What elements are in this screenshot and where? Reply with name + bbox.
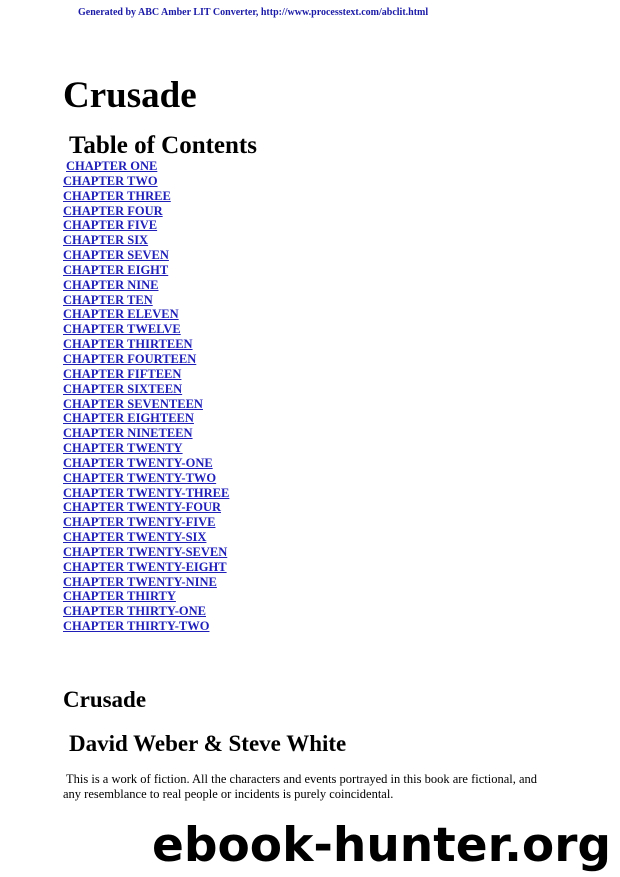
chapter-link[interactable]: CHAPTER ELEVEN [63, 307, 179, 322]
chapter-link[interactable]: CHAPTER TWO [63, 173, 158, 188]
toc-item [63, 575, 229, 590]
table-of-contents [63, 159, 229, 634]
book-title: Crusade [63, 75, 197, 116]
chapter-link[interactable]: CHAPTER TWENTY-FIVE [63, 515, 216, 530]
generator-note: Generated by ABC Amber LIT Converter, http://www.processtext.com/abclit.html [78, 7, 429, 18]
chapter-link[interactable]: CHAPTER THREE [63, 188, 171, 203]
toc-item [63, 397, 229, 412]
chapter-link[interactable]: CHAPTER TWENTY-ONE [63, 455, 213, 470]
toc-item [63, 515, 229, 530]
toc-item [63, 589, 229, 604]
chapter-link[interactable]: CHAPTER TWENTY-NINE [63, 574, 217, 589]
toc-item [63, 248, 229, 263]
toc-item [63, 486, 229, 501]
chapter-link[interactable]: CHAPTER TWENTY-FOUR [63, 500, 222, 515]
chapter-link[interactable]: CHAPTER TWENTY-SIX [63, 530, 207, 545]
chapter-link[interactable]: CHAPTER FOUR [63, 203, 163, 218]
toc-item [63, 500, 229, 515]
book-authors: David Weber & Steve White [69, 731, 347, 756]
chapter-link[interactable]: CHAPTER TWENTY-EIGHT [63, 559, 227, 574]
toc-item [63, 352, 229, 367]
toc-item [63, 382, 229, 397]
toc-item [63, 322, 229, 337]
toc-item [63, 263, 229, 278]
chapter-link[interactable]: CHAPTER EIGHT [63, 262, 169, 277]
chapter-link[interactable]: CHAPTER NINETEEN [63, 426, 193, 441]
chapter-link[interactable]: CHAPTER THIRTEEN [63, 337, 193, 352]
chapter-link[interactable]: CHAPTER FIVE [63, 218, 158, 233]
toc-item [63, 204, 229, 219]
toc-item [63, 174, 229, 189]
chapter-link[interactable]: CHAPTER TWENTY [63, 441, 183, 456]
toc-item [63, 604, 229, 619]
chapter-link[interactable]: CHAPTER FOURTEEN [63, 351, 197, 366]
toc-item [63, 619, 229, 634]
toc-item [63, 456, 229, 471]
toc-item [63, 293, 229, 308]
chapter-link[interactable]: CHAPTER ONE [66, 159, 158, 173]
chapter-link[interactable]: CHAPTER TEN [63, 292, 153, 307]
toc-item [63, 411, 229, 426]
toc-item [63, 337, 229, 352]
chapter-link[interactable]: CHAPTER THIRTY-ONE [63, 604, 206, 619]
chapter-link[interactable]: CHAPTER TWENTY-THREE [63, 485, 230, 500]
chapter-link[interactable]: CHAPTER TWENTY-TWO [63, 470, 217, 485]
toc-item [63, 159, 229, 174]
chapter-link[interactable]: CHAPTER THIRTY-TWO [63, 619, 210, 634]
chapter-link[interactable]: CHAPTER SIX [63, 233, 149, 248]
toc-item [63, 560, 229, 575]
chapter-link[interactable]: CHAPTER SIXTEEN [63, 381, 183, 396]
toc-item [63, 278, 229, 293]
chapter-link[interactable]: CHAPTER NINE [63, 277, 159, 292]
toc-item [63, 233, 229, 248]
chapter-link[interactable]: CHAPTER THIRTY [63, 589, 176, 604]
watermark: ebook-hunter.org [152, 818, 612, 873]
chapter-link[interactable]: CHAPTER SEVEN [63, 248, 169, 263]
chapter-link[interactable]: CHAPTER SEVENTEEN [63, 396, 203, 411]
toc-item [63, 367, 229, 382]
chapter-link[interactable]: CHAPTER TWENTY-SEVEN [63, 544, 228, 559]
book-subtitle: Crusade [63, 687, 147, 712]
chapter-link[interactable]: CHAPTER TWELVE [63, 322, 181, 337]
chapter-link[interactable]: CHAPTER EIGHTEEN [63, 411, 194, 426]
toc-item [63, 426, 229, 441]
toc-item [63, 189, 229, 204]
toc-item [63, 441, 229, 456]
chapter-link[interactable]: CHAPTER FIFTEEN [63, 366, 182, 381]
toc-item [63, 471, 229, 486]
toc-item [63, 307, 229, 322]
toc-item [63, 218, 229, 233]
toc-item [63, 530, 229, 545]
toc-heading: Table of Contents [69, 132, 257, 159]
toc-item [63, 545, 229, 560]
fiction-disclaimer: This is a work of fiction. All the characters and events portrayed in this book are fictional, and any resemblance to real people or incidents is purely coincidental. [63, 772, 538, 801]
